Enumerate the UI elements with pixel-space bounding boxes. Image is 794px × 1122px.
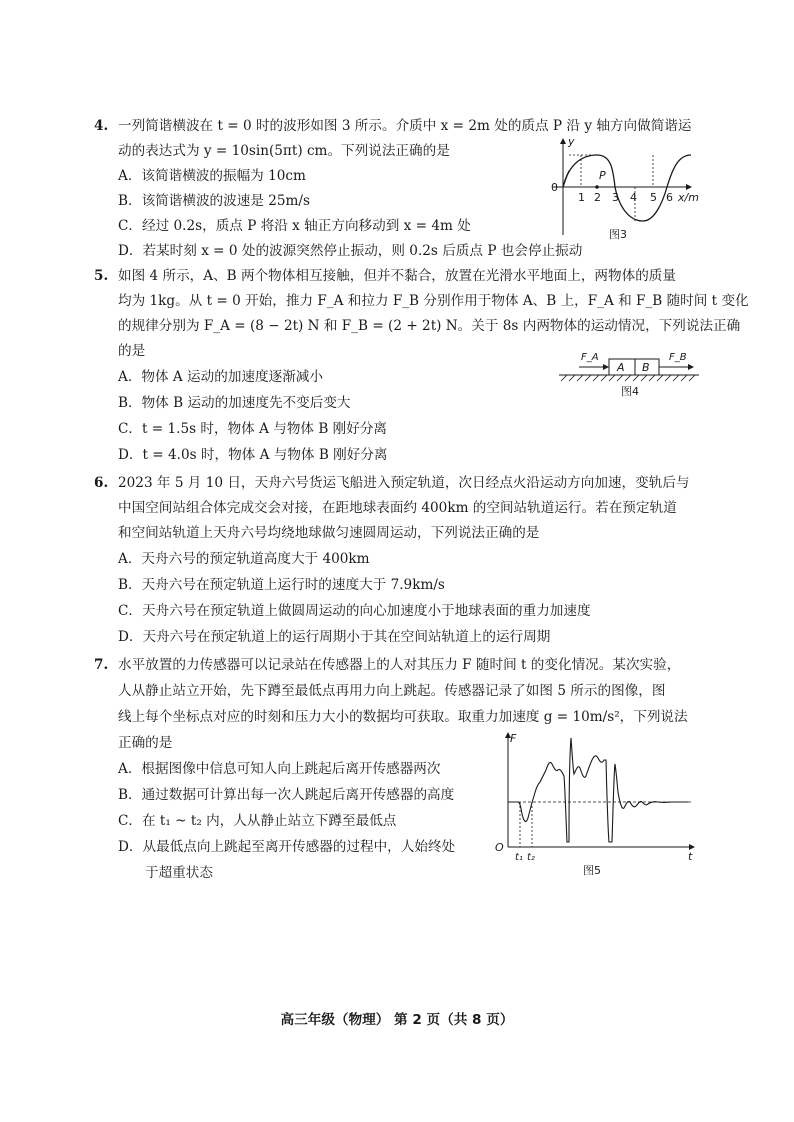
figure-4-blocks (553, 346, 703, 388)
page-footer: 高三年级（物理） 第 2 页（共 8 页） (280, 1012, 514, 1028)
q5-stem-line3: 的规律分别为 F_A = (8 − 2t) N 和 F_B = (2 + 2t) N。关于 8s 内两物体的运动情况，下列说法正确 (118, 318, 741, 334)
q5-stem-line4: 的是 (118, 343, 146, 359)
force-fa-label: F_A (581, 352, 599, 363)
figure-3-wave-graph (545, 135, 705, 240)
wave-curve-tail (563, 171, 569, 187)
q4-stem-line2: 动的表达式为 y = 10sin(5πt) cm。下列说法正确的是 (118, 143, 450, 159)
q5-option-c: C．t = 1.5s 时，物体 A 与物体 B 刚好分离 (118, 421, 388, 437)
block-a-label: A (617, 361, 625, 374)
point-p-label: P (599, 169, 606, 182)
q7-option-b: B．通过数据可计算出每一次人跳起后离开传感器的高度 (118, 787, 455, 803)
q4-number: 4. (94, 118, 109, 134)
q6-number: 6. (94, 475, 109, 491)
force-fb-label: F_B (669, 352, 687, 363)
q6-option-a: A．天舟六号的预定轨道高度大于 400km (118, 551, 370, 567)
q7-stem-line3: 线上每个坐标点对应的时刻和压力大小的数据均可获取。取重力加速度 g = 10m/s²，下列说法 (118, 709, 688, 725)
q6-option-c: C．天舟六号在预定轨道上做圆周运动的向心加速度小于地球表面的重力加速度 (118, 603, 591, 619)
block-b-label: B (642, 361, 650, 374)
ground-hatching (561, 375, 695, 381)
q7-option-d-line2: 于超重状态 (145, 865, 213, 881)
tick-label: 3 (612, 191, 619, 204)
tick-label: 2 (594, 191, 601, 204)
tick-label: 4 (630, 191, 637, 204)
y-axis-label: F (510, 732, 517, 745)
point-p (595, 185, 599, 189)
origin-label: 0 (551, 181, 558, 194)
t2-label: t₂ (527, 852, 535, 863)
q6-stem-line3: 和空间站轨道上天舟六号均绕地球做匀速圆周运动，下列说法正确的是 (118, 525, 540, 541)
q4-option-c: C．经过 0.2s，质点 P 将沿 x 轴正方向移动到 x = 4m 处 (118, 218, 471, 234)
q5-option-d: D．t = 4.0s 时，物体 A 与物体 B 刚好分离 (118, 447, 388, 463)
t1-label: t₁ (515, 852, 523, 863)
q7-stem-line4: 正确的是 (118, 735, 173, 751)
x-axis-label: t (688, 850, 693, 863)
q5-stem-line1: 如图 4 所示，A、B 两个物体相互接触，但并不黏合，放置在光滑水平地面上，两物体的质量 (118, 268, 676, 284)
y-axis-label: y (568, 135, 575, 148)
origin-label: O (495, 841, 504, 854)
q6-stem-line1: 2023 年 5 月 10 日，天舟六号货运飞船进入预定轨道，次日经点火沿运动方向加速，变轨后与 (118, 475, 690, 491)
q7-number: 7. (94, 657, 109, 673)
q6-option-d: D．天舟六号在预定轨道上的运行周期小于其在空间站轨道上的运行周期 (118, 629, 551, 645)
q5-number: 5. (94, 268, 109, 284)
tick-label: 5 (650, 191, 657, 204)
q7-option-d-line1: D．从最低点向上跳起至离开传感器的过程中，人始终处 (118, 839, 456, 855)
tick-label: 1 (578, 191, 585, 204)
figure-3-caption: 图3 (609, 228, 627, 241)
x-axis-label: x/m (678, 191, 699, 204)
q7-stem-line1: 水平放置的力传感器可以记录站在传感器上的人对其压力 F 随时间 t 的变化情况。某次实验， (118, 657, 681, 673)
figure-5-caption: 图5 (583, 864, 601, 877)
q6-stem-line2: 中国空间站组合体完成交会对接，在距地球表面约 400km 的空间站轨道运行。若在预定轨道 (118, 500, 677, 516)
q6-option-b: B．天舟六号在预定轨道上运行时的速度大于 7.9km/s (118, 577, 445, 593)
q7-stem-line2: 人从静止站立开始，先下蹲至最低点再用力向上跳起。传感器记录了如图 5 所示的图像，图 (118, 683, 666, 699)
figure-5-force-time-graph (488, 730, 698, 865)
q4-option-a: A．该简谐横波的振幅为 10cm (118, 168, 306, 184)
figure-4-caption: 图4 (621, 385, 639, 398)
force-curve (508, 738, 688, 842)
q5-option-a: A．物体 A 运动的加速度逐渐减小 (118, 369, 323, 385)
q4-option-d: D．若某时刻 x = 0 处的波源突然停止振动，则 0.2s 后质点 P 也会停止振动 (118, 243, 583, 259)
tick-label: 6 (666, 191, 673, 204)
q4-option-b: B．该简谐横波的波速是 25m/s (118, 193, 310, 209)
wave-curve (563, 155, 691, 221)
q7-option-c: C．在 t₁ ~ t₂ 内，人从静止站立下蹲至最低点 (118, 813, 397, 829)
q4-stem-line1: 一列简谐横波在 t = 0 时的波形如图 3 所示。介质中 x = 2m 处的质点 P 沿 y 轴方向做简谐运 (118, 118, 692, 134)
q7-option-a: A．根据图像中信息可知人向上跳起后离开传感器两次 (118, 761, 441, 777)
q5-option-b: B．物体 B 运动的加速度先不变后变大 (118, 395, 351, 411)
q5-stem-line2: 均为 1kg。从 t = 0 开始，推力 F_A 和拉力 F_B 分别作用于物体 A、B 上，F_A 和 F_B 随时间 t 变化 (118, 293, 749, 309)
